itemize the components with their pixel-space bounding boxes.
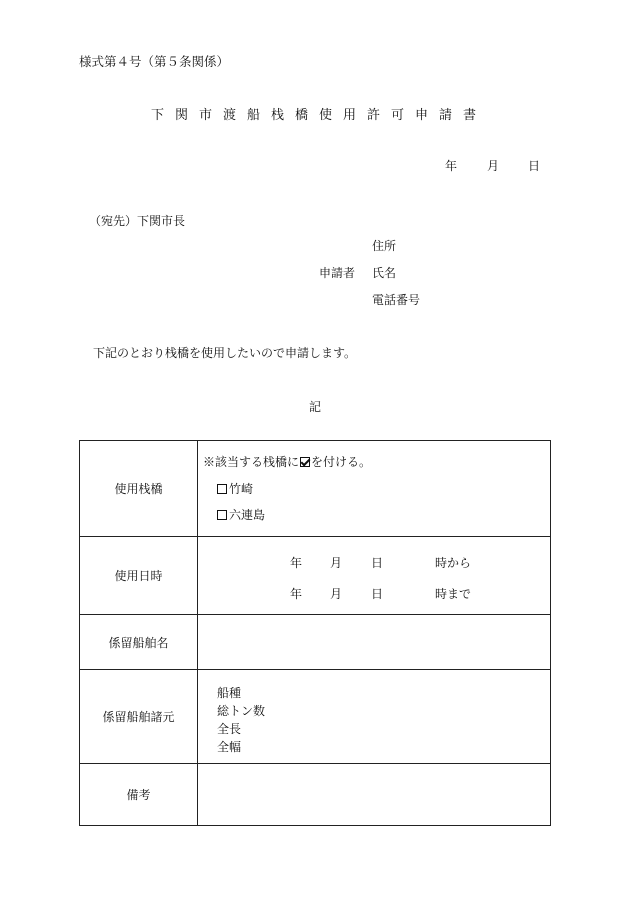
- checkbox-icon[interactable]: [217, 510, 227, 520]
- table-row-remarks: [80, 764, 551, 826]
- usage-datetime-cell[interactable]: [198, 537, 551, 615]
- ship-specs-list: [217, 684, 265, 756]
- from-time-suffix: 時から: [435, 556, 472, 570]
- pier-option-takezaki[interactable]: 竹崎: [217, 480, 253, 497]
- to-day-label: 日: [371, 587, 384, 601]
- date-year-label: 年: [445, 159, 458, 173]
- form-number: 様式第４号（第５条関係）: [79, 54, 230, 69]
- spec-ship-type: 船種: [217, 686, 242, 700]
- remarks-field[interactable]: [198, 764, 551, 826]
- date-month-label: 月: [487, 159, 500, 173]
- phone-label: 電話番号: [372, 293, 421, 307]
- addressee: （宛先）下関市長: [89, 214, 186, 228]
- address-label: 住所: [372, 239, 397, 253]
- to-year-label: 年: [290, 587, 303, 601]
- from-year-label: 年: [290, 556, 303, 570]
- checkbox-icon[interactable]: [217, 484, 227, 494]
- ship-name-label: 係留船舶名: [80, 615, 198, 670]
- spec-gross-tonnage: 総トン数: [217, 704, 266, 718]
- name-label: 氏名: [372, 266, 397, 280]
- to-time-suffix: 時まで: [435, 587, 472, 601]
- remarks-label: 備考: [80, 764, 198, 826]
- table-row-pier: [80, 441, 551, 537]
- pier-instruction: ※該当する栈橋に を付ける。: [203, 455, 372, 469]
- document-title: 下関市渡船栈橋使用許可申請書: [150, 108, 487, 123]
- pier-option-mutsurejima[interactable]: 六連島: [217, 506, 265, 523]
- table-row-ship-name: [80, 615, 551, 670]
- applicant-label: 申請者: [319, 266, 356, 280]
- ship-name-field[interactable]: [198, 615, 551, 670]
- application-statement: 下記のとおり栈橋を使用したいので申請します。: [93, 346, 357, 360]
- pier-label: 使用栈橋: [80, 441, 198, 537]
- date-day-label: 日: [528, 159, 541, 173]
- checked-box-icon: [300, 457, 310, 467]
- ship-specs-label: 係留船舶諸元: [80, 670, 198, 764]
- table-row-ship-specs: [80, 670, 551, 764]
- ship-specs-cell[interactable]: [198, 670, 551, 764]
- application-table: [79, 440, 551, 826]
- spec-width: 全幅: [217, 740, 242, 754]
- ki-heading: 記: [308, 400, 321, 414]
- from-month-label: 月: [330, 556, 343, 570]
- usage-datetime-label: 使用日時: [80, 537, 198, 615]
- pier-cell: [198, 441, 551, 537]
- to-month-label: 月: [330, 587, 343, 601]
- table-row-usage-datetime: [80, 537, 551, 615]
- spec-length: 全長: [217, 722, 242, 736]
- from-day-label: 日: [371, 556, 384, 570]
